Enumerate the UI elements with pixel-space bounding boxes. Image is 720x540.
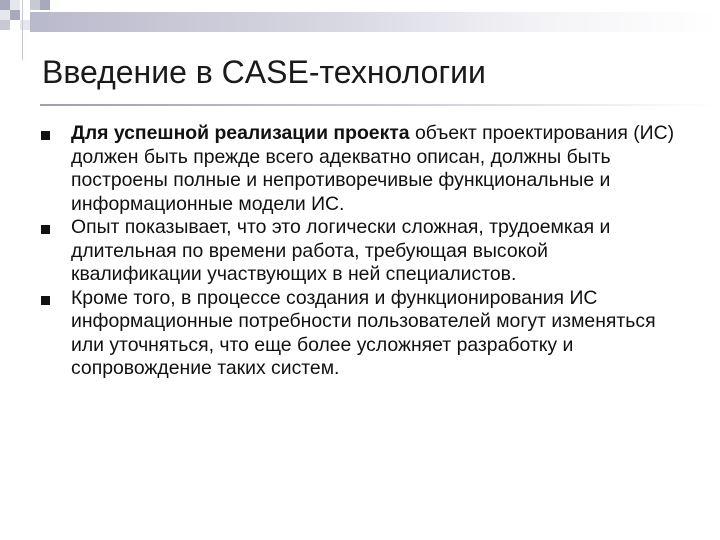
bullet-item <box>40 122 680 216</box>
decorative-square <box>0 10 10 20</box>
top-gradient-band <box>30 12 720 32</box>
bullet-item <box>40 216 680 287</box>
square-bullet-icon <box>41 296 50 305</box>
bullet-item <box>40 287 680 381</box>
decorative-square <box>40 0 50 10</box>
bullet-text: Опыт показывает, что это логически сложная, трудоемкая и длительная по времени работа, требующая высокой квалификации участвующих в ней специалистов. <box>71 216 611 285</box>
decorative-square <box>10 10 20 20</box>
decorative-square <box>10 0 20 10</box>
decorative-square <box>30 0 40 10</box>
bullet-text: объект проектирования (ИС) должен быть прежде всего адекватно описан, должны быть построены полные и непротиворечивые функциональные и информационные модели ИС. <box>71 122 675 215</box>
bullet-text: Кроме того, в процессе создания и функционирования ИС информационные потребности пользователей могут изменяться или уточняться, что еще более усложняет разработку и сопровождение таких систем. <box>71 286 656 379</box>
vertical-divider <box>22 0 23 60</box>
square-bullet-icon <box>41 225 50 234</box>
title-underline <box>40 104 720 106</box>
slide-title: Введение в CASE-технологии <box>42 54 486 90</box>
bullet-list <box>40 122 680 381</box>
bullet-bold-text: Для успешной реализации проекта <box>71 122 410 144</box>
decorative-square <box>0 20 10 30</box>
square-bullet-icon <box>41 131 50 140</box>
decorative-square <box>0 0 10 10</box>
